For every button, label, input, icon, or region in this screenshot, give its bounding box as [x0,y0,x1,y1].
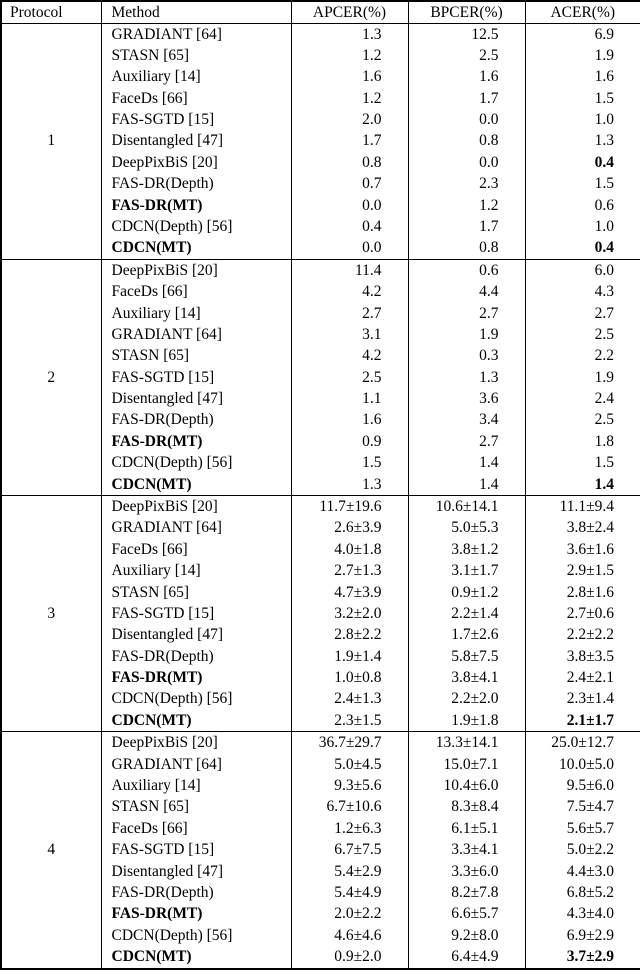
acer-cell: 3.6±1.6 [525,539,640,560]
method-cell: GRADIANT [64] [101,23,291,45]
apcer-cell: 1.3 [291,474,408,496]
acer-cell: 0.4 [525,152,640,173]
apcer-cell: 0.8 [291,152,408,173]
apcer-cell: 4.0±1.8 [291,539,408,560]
bpcer-cell: 3.6 [408,388,525,409]
bpcer-cell: 0.8 [408,130,525,151]
column-header: APCER(%) [291,1,408,23]
acer-cell: 2.1±1.7 [525,710,640,732]
acer-cell: 1.6 [525,66,640,87]
apcer-cell: 2.7±1.3 [291,560,408,581]
apcer-cell: 1.1 [291,388,408,409]
bpcer-cell: 1.7 [408,216,525,237]
apcer-cell: 2.7 [291,303,408,324]
apcer-cell: 0.9±2.0 [291,946,408,969]
method-cell: FaceDs [66] [101,818,291,839]
apcer-cell: 36.7±29.7 [291,732,408,754]
apcer-cell: 1.6 [291,66,408,87]
acer-cell: 2.7 [525,303,640,324]
acer-cell: 6.8±5.2 [525,882,640,903]
bpcer-cell: 0.8 [408,237,525,259]
table-head [1,1,640,23]
bpcer-cell: 1.2 [408,195,525,216]
method-cell: FAS-SGTD [15] [101,109,291,130]
acer-cell: 1.8 [525,431,640,452]
method-cell: Disentangled [47] [101,861,291,882]
apcer-cell: 4.6±4.6 [291,925,408,946]
bpcer-cell: 1.9±1.8 [408,710,525,732]
method-cell: FAS-DR(MT) [101,903,291,924]
acer-cell: 1.4 [525,474,640,496]
bpcer-cell: 15.0±7.1 [408,754,525,775]
apcer-cell: 0.7 [291,173,408,194]
bpcer-cell: 5.0±5.3 [408,517,525,538]
method-cell: FAS-DR(Depth) [101,173,291,194]
bpcer-cell: 3.8±4.1 [408,667,525,688]
acer-cell: 2.5 [525,324,640,345]
apcer-cell: 5.0±4.5 [291,754,408,775]
acer-cell: 11.1±9.4 [525,496,640,518]
bpcer-cell: 1.7 [408,88,525,109]
apcer-cell: 4.2 [291,281,408,302]
column-header: Protocol [1,1,101,23]
apcer-cell: 0.0 [291,237,408,259]
acer-cell: 1.0 [525,109,640,130]
method-cell: DeepPixBiS [20] [101,259,291,281]
bpcer-cell: 1.9 [408,324,525,345]
apcer-cell: 1.2 [291,45,408,66]
method-cell: GRADIANT [64] [101,754,291,775]
method-cell: CDCN(MT) [101,946,291,969]
acer-cell: 3.7±2.9 [525,946,640,969]
acer-cell: 2.4 [525,388,640,409]
bpcer-cell: 0.3 [408,345,525,366]
apcer-cell: 5.4±2.9 [291,861,408,882]
column-header: BPCER(%) [408,1,525,23]
acer-cell: 2.8±1.6 [525,582,640,603]
acer-cell: 6.9±2.9 [525,925,640,946]
apcer-cell: 0.4 [291,216,408,237]
bpcer-cell: 0.0 [408,109,525,130]
acer-cell: 25.0±12.7 [525,732,640,754]
protocol-cell: 1 [1,23,101,259]
acer-cell: 0.4 [525,237,640,259]
bpcer-cell: 3.4 [408,409,525,430]
method-cell: Auxiliary [14] [101,66,291,87]
bpcer-cell: 2.7 [408,431,525,452]
apcer-cell: 2.0±2.2 [291,903,408,924]
acer-cell: 4.3 [525,281,640,302]
bpcer-cell: 10.4±6.0 [408,775,525,796]
method-cell: Disentangled [47] [101,388,291,409]
method-cell: FAS-DR(Depth) [101,882,291,903]
acer-cell: 1.9 [525,367,640,388]
method-cell: Auxiliary [14] [101,560,291,581]
acer-cell: 4.4±3.0 [525,861,640,882]
method-cell: FAS-DR(Depth) [101,646,291,667]
bpcer-cell: 5.8±7.5 [408,646,525,667]
acer-cell: 2.7±0.6 [525,603,640,624]
method-cell: Disentangled [47] [101,130,291,151]
method-cell: FaceDs [66] [101,539,291,560]
acer-cell: 2.5 [525,409,640,430]
acer-cell: 1.5 [525,173,640,194]
acer-cell: 1.5 [525,88,640,109]
method-cell: DeepPixBiS [20] [101,732,291,754]
apcer-cell: 2.8±2.2 [291,624,408,645]
table-row [1,732,640,754]
bpcer-cell: 2.2±1.4 [408,603,525,624]
method-cell: Disentangled [47] [101,624,291,645]
bpcer-cell: 3.3±4.1 [408,839,525,860]
method-cell: STASN [65] [101,45,291,66]
acer-cell: 6.9 [525,23,640,45]
bpcer-cell: 1.4 [408,452,525,473]
apcer-cell: 2.6±3.9 [291,517,408,538]
method-cell: FAS-DR(MT) [101,431,291,452]
apcer-cell: 1.7 [291,130,408,151]
apcer-cell: 4.7±3.9 [291,582,408,603]
protocol-cell: 2 [1,259,101,495]
method-cell: FAS-DR(Depth) [101,409,291,430]
method-cell: CDCN(Depth) [56] [101,688,291,709]
method-cell: CDCN(MT) [101,237,291,259]
protocol-cell: 4 [1,732,101,969]
bpcer-cell: 13.3±14.1 [408,732,525,754]
acer-cell: 3.8±2.4 [525,517,640,538]
acer-cell: 1.9 [525,45,640,66]
method-cell: CDCN(Depth) [56] [101,452,291,473]
bpcer-cell: 4.4 [408,281,525,302]
bpcer-cell: 6.6±5.7 [408,903,525,924]
acer-cell: 2.2 [525,345,640,366]
bpcer-cell: 1.3 [408,367,525,388]
acer-cell: 10.0±5.0 [525,754,640,775]
method-cell: STASN [65] [101,796,291,817]
bpcer-cell: 3.8±1.2 [408,539,525,560]
apcer-cell: 1.9±1.4 [291,646,408,667]
apcer-cell: 4.2 [291,345,408,366]
column-header: Method [101,1,291,23]
acer-cell: 1.3 [525,130,640,151]
bpcer-cell: 3.3±6.0 [408,861,525,882]
bpcer-cell: 8.2±7.8 [408,882,525,903]
bpcer-cell: 0.6 [408,259,525,281]
method-cell: FAS-SGTD [15] [101,367,291,388]
acer-cell: 0.6 [525,195,640,216]
apcer-cell: 1.6 [291,409,408,430]
bpcer-cell: 1.6 [408,66,525,87]
method-cell: CDCN(MT) [101,710,291,732]
acer-cell: 9.5±6.0 [525,775,640,796]
acer-cell: 6.0 [525,259,640,281]
method-cell: DeepPixBiS [20] [101,152,291,173]
apcer-cell: 1.0±0.8 [291,667,408,688]
acer-cell: 2.9±1.5 [525,560,640,581]
table-row [1,23,640,45]
method-cell: Auxiliary [14] [101,775,291,796]
apcer-cell: 2.4±1.3 [291,688,408,709]
bpcer-cell: 2.3 [408,173,525,194]
bpcer-cell: 0.9±1.2 [408,582,525,603]
apcer-cell: 11.4 [291,259,408,281]
method-cell: CDCN(MT) [101,474,291,496]
acer-cell: 3.8±3.5 [525,646,640,667]
bpcer-cell: 6.4±4.9 [408,946,525,969]
method-cell: DeepPixBiS [20] [101,496,291,518]
method-cell: FAS-DR(MT) [101,195,291,216]
method-cell: Auxiliary [14] [101,303,291,324]
method-cell: CDCN(Depth) [56] [101,216,291,237]
acer-cell: 1.5 [525,452,640,473]
apcer-cell: 11.7±19.6 [291,496,408,518]
acer-cell: 7.5±4.7 [525,796,640,817]
method-cell: CDCN(Depth) [56] [101,925,291,946]
method-cell: FaceDs [66] [101,281,291,302]
acer-cell: 4.3±4.0 [525,903,640,924]
method-cell: GRADIANT [64] [101,517,291,538]
apcer-cell: 5.4±4.9 [291,882,408,903]
bpcer-cell: 2.7 [408,303,525,324]
apcer-cell: 1.2 [291,88,408,109]
table-row [1,259,640,281]
table-body [1,23,640,969]
acer-cell: 2.2±2.2 [525,624,640,645]
bpcer-cell: 6.1±5.1 [408,818,525,839]
bpcer-cell: 2.2±2.0 [408,688,525,709]
method-cell: FaceDs [66] [101,88,291,109]
method-cell: STASN [65] [101,345,291,366]
column-header: ACER(%) [525,1,640,23]
apcer-cell: 1.3 [291,23,408,45]
apcer-cell: 2.5 [291,367,408,388]
bpcer-cell: 1.4 [408,474,525,496]
acer-cell: 2.3±1.4 [525,688,640,709]
bpcer-cell: 1.7±2.6 [408,624,525,645]
method-cell: FAS-SGTD [15] [101,603,291,624]
apcer-cell: 6.7±7.5 [291,839,408,860]
header-row [1,1,640,23]
bpcer-cell: 2.5 [408,45,525,66]
apcer-cell: 6.7±10.6 [291,796,408,817]
apcer-cell: 3.1 [291,324,408,345]
method-cell: STASN [65] [101,582,291,603]
acer-cell: 5.6±5.7 [525,818,640,839]
acer-cell: 2.4±2.1 [525,667,640,688]
acer-cell: 5.0±2.2 [525,839,640,860]
method-cell: FAS-DR(MT) [101,667,291,688]
method-cell: FAS-SGTD [15] [101,839,291,860]
apcer-cell: 1.5 [291,452,408,473]
bpcer-cell: 3.1±1.7 [408,560,525,581]
bpcer-cell: 9.2±8.0 [408,925,525,946]
apcer-cell: 0.9 [291,431,408,452]
apcer-cell: 2.0 [291,109,408,130]
bpcer-cell: 8.3±8.4 [408,796,525,817]
apcer-cell: 9.3±5.6 [291,775,408,796]
method-cell: GRADIANT [64] [101,324,291,345]
bpcer-cell: 0.0 [408,152,525,173]
acer-cell: 1.0 [525,216,640,237]
apcer-cell: 2.3±1.5 [291,710,408,732]
bpcer-cell: 12.5 [408,23,525,45]
apcer-cell: 1.2±6.3 [291,818,408,839]
protocol-cell: 3 [1,496,101,732]
bpcer-cell: 10.6±14.1 [408,496,525,518]
apcer-cell: 0.0 [291,195,408,216]
table-row [1,496,640,518]
apcer-cell: 3.2±2.0 [291,603,408,624]
